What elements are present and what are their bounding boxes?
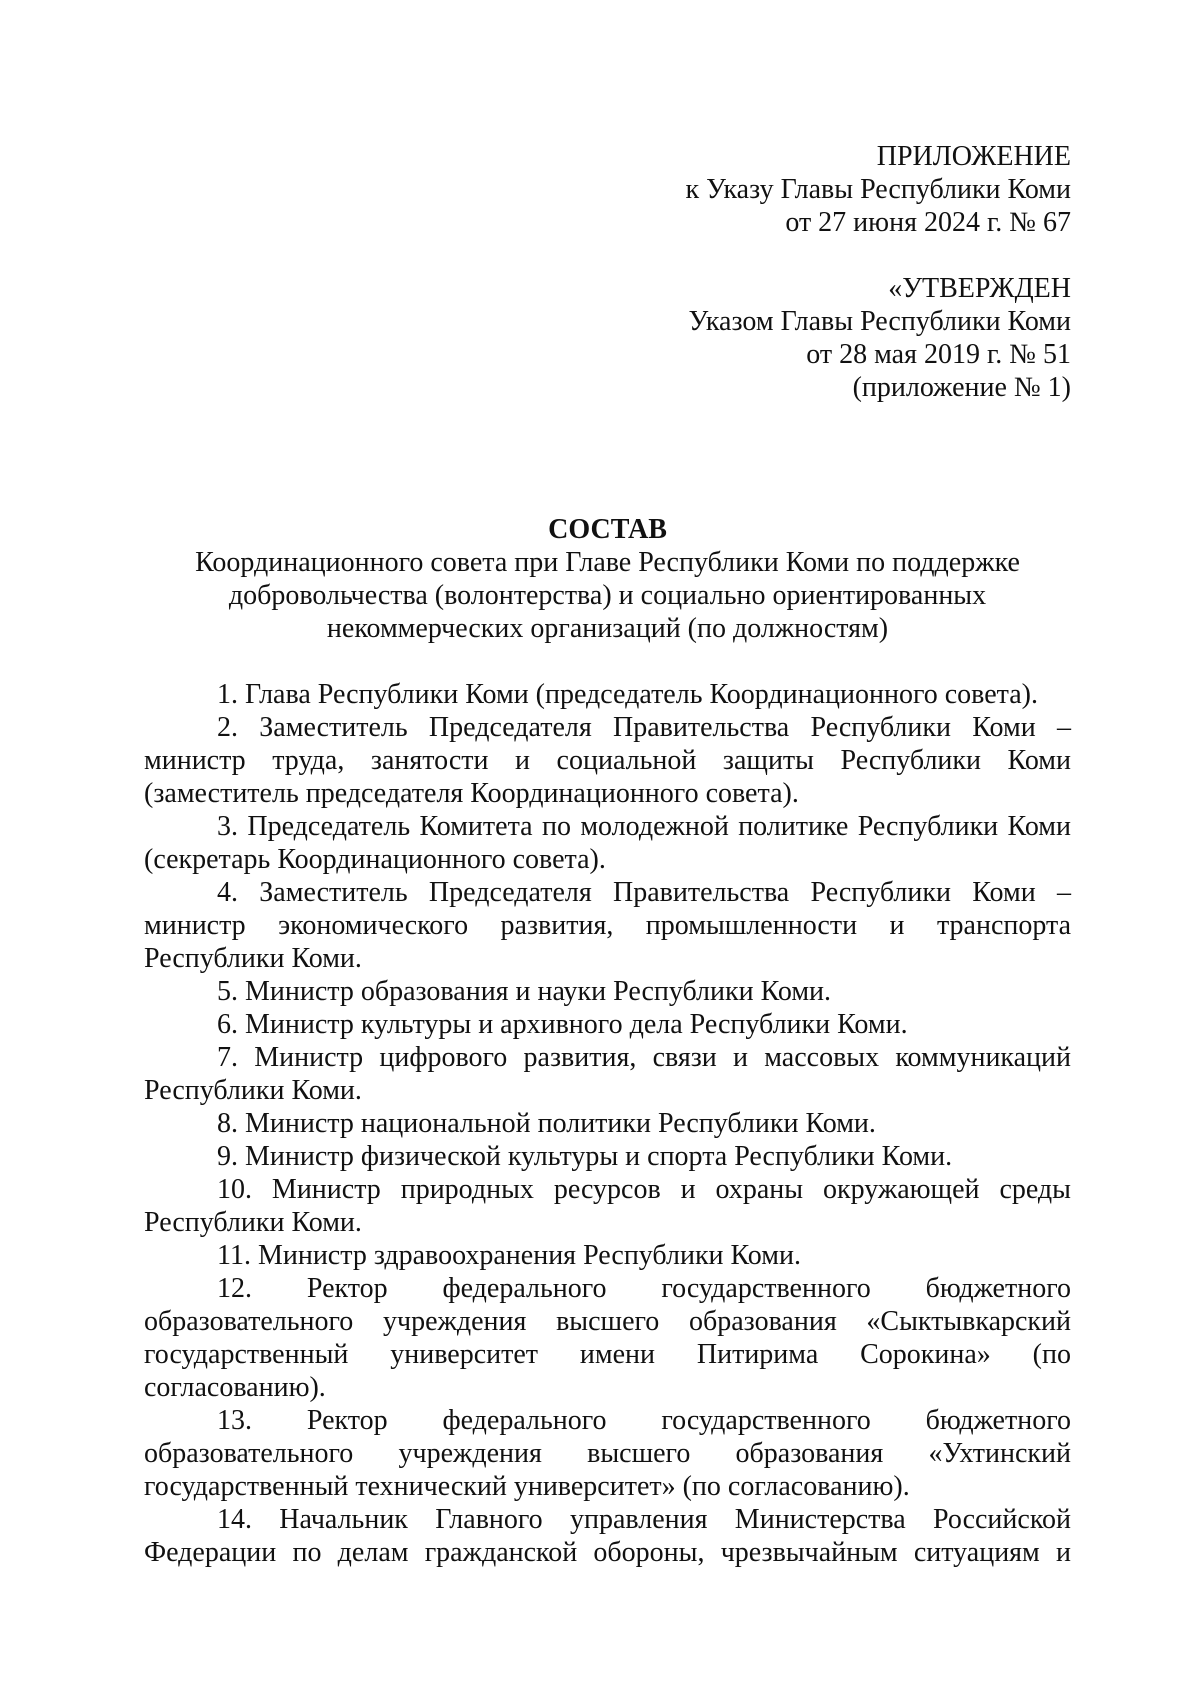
document-page <box>144 140 1071 1569</box>
approved-label: «УТВЕРЖДЕН <box>888 273 1071 304</box>
list-item: 5. Министр образования и науки Республики Коми. <box>217 976 832 1007</box>
appendix-date-line: от 27 июня 2024 г. № 67 <box>785 207 1071 238</box>
document-subtitle: Координационного совета при Главе Республики Коми по поддержке добровольчества (волонтерства) и социально ориентированных некоммерческих организаций (по должностям) <box>195 547 1020 644</box>
list-item: 13. Ректор федерального государственного бюджетного образовательного учреждения высшего образования «Ухтинский государственный технический университет» (по согласованию). <box>144 1405 1071 1502</box>
list-item: 14. Начальник Главного управления Министерства Российской Федерации по делам гражданской обороны, чрезвычайным ситуациям и <box>144 1504 1071 1568</box>
list-item: 1. Глава Республики Коми (председатель Координационного совета). <box>217 679 1038 710</box>
list-item: 7. Министр цифрового развития, связи и массовых коммуникаций Республики Коми. <box>144 1042 1071 1106</box>
document-title: СОСТАВ <box>548 514 667 545</box>
approved-header <box>144 272 1071 404</box>
approved-date-line: от 28 мая 2019 г. № 51 <box>806 339 1071 370</box>
list-item: 4. Заместитель Председателя Правительства Республики Коми – министр экономического развития, промышленности и транспорта Республики Коми. <box>144 877 1071 974</box>
title-block <box>144 513 1071 645</box>
approved-appendix-line: (приложение № 1) <box>852 372 1071 403</box>
list-item: 2. Заместитель Председателя Правительства Республики Коми – министр труда, занятости и социальной защиты Республики Коми (заместитель председателя Координационного совета). <box>144 712 1071 809</box>
approved-decree-line: Указом Главы Республики Коми <box>688 306 1071 337</box>
list-item: 6. Министр культуры и архивного дела Республики Коми. <box>217 1009 908 1040</box>
list-item: 10. Министр природных ресурсов и охраны окружающей среды Республики Коми. <box>144 1174 1071 1238</box>
appendix-decree-line: к Указу Главы Республики Коми <box>685 174 1071 205</box>
membership-list <box>144 678 1071 1569</box>
list-item: 11. Министр здравоохранения Республики Коми. <box>217 1240 801 1271</box>
appendix-label: ПРИЛОЖЕНИЕ <box>876 141 1071 172</box>
list-item: 9. Министр физической культуры и спорта Республики Коми. <box>217 1141 953 1172</box>
list-item: 8. Министр национальной политики Республики Коми. <box>217 1108 876 1139</box>
appendix-header <box>144 140 1071 239</box>
list-item: 12. Ректор федерального государственного бюджетного образовательного учреждения высшего образования «Сыктывкарский государственный университет имени Питирима Сорокина» (по согласованию). <box>144 1273 1071 1403</box>
list-item: 3. Председатель Комитета по молодежной политике Республики Коми (секретарь Координационного совета). <box>144 811 1071 875</box>
